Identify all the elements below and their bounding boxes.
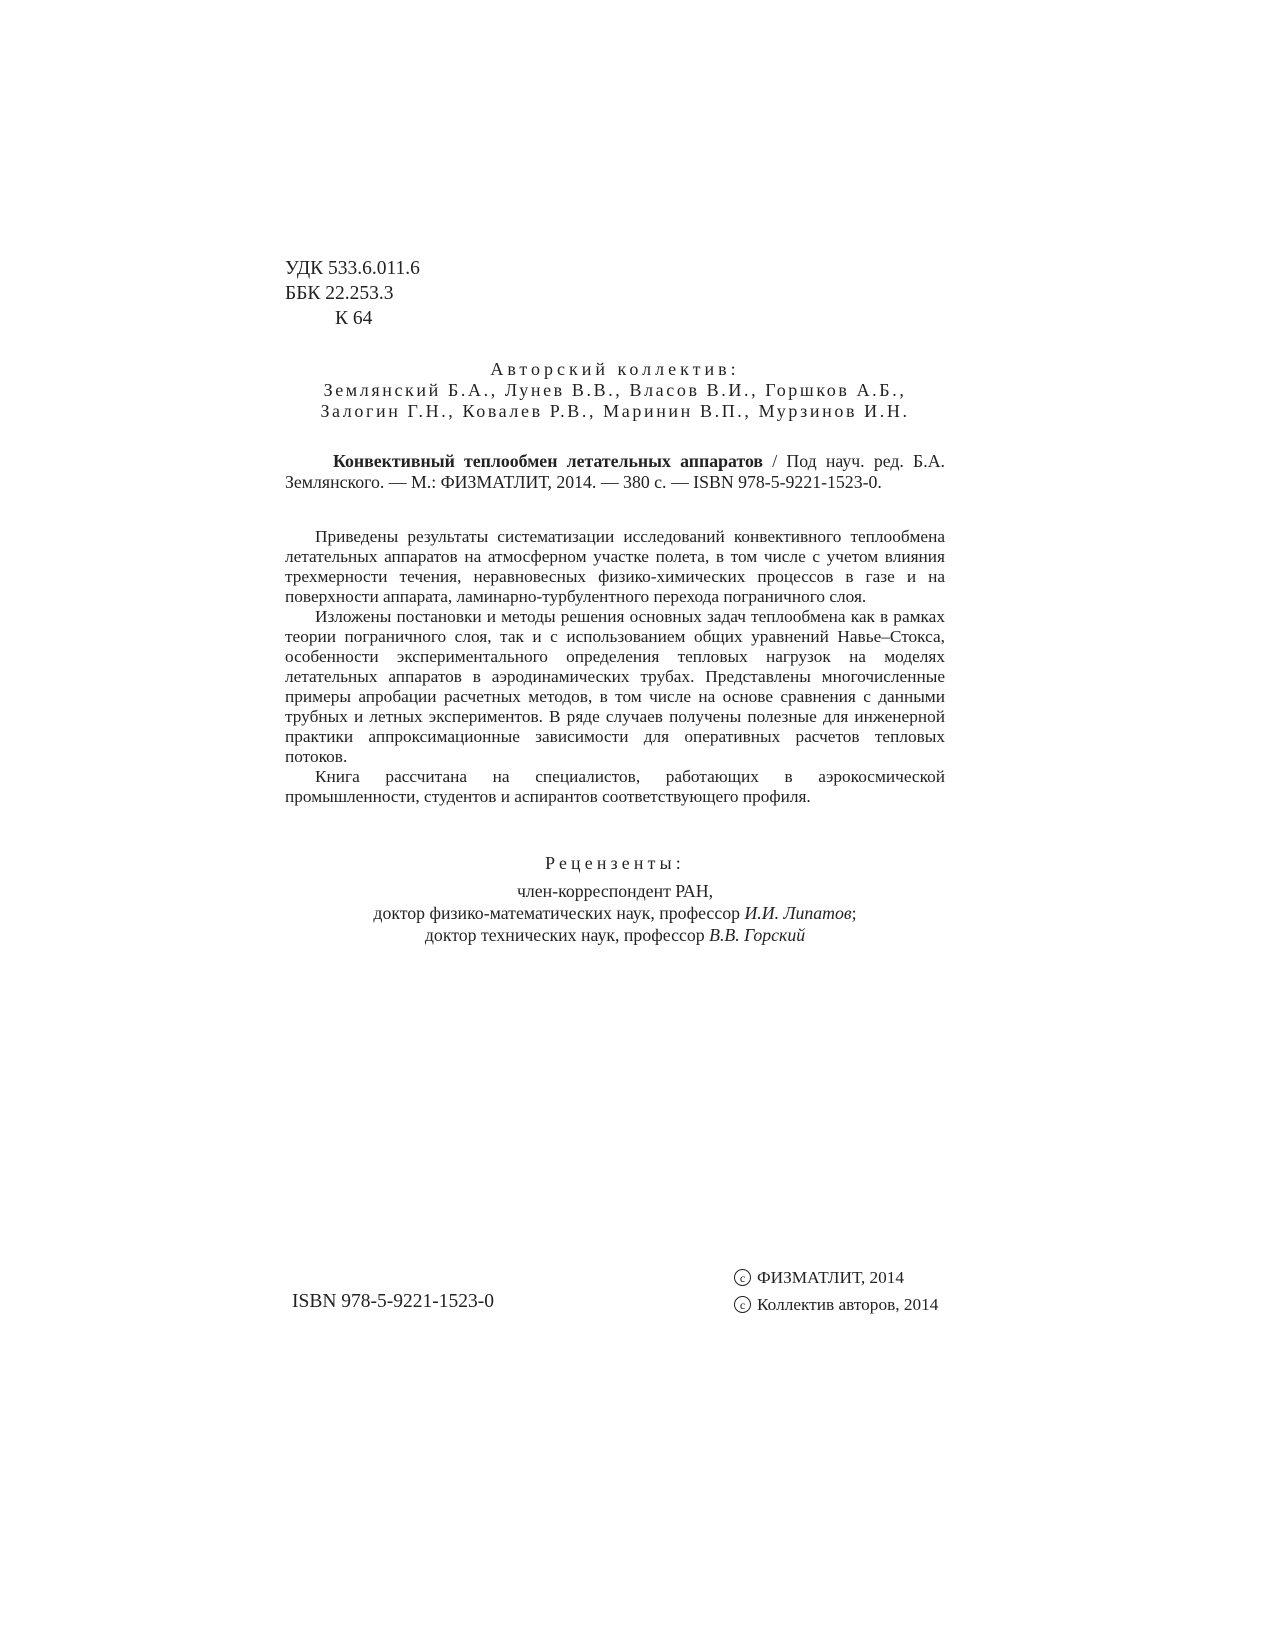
copyright-authors-text: Коллектив авторов, 2014 bbox=[757, 1295, 939, 1314]
authors-line-1: Землянский Б.А., Лунев В.В., Власов В.И., Горшков А.Б., bbox=[323, 380, 907, 400]
citation-details: / Под науч. ред. Б.А. Землянского. — М.: ФИЗМАТЛИТ, 2014. — 380 с. — ISBN 978-5-9221-1523-0. bbox=[285, 451, 945, 492]
reviewer-2-name: В.В. Горский bbox=[709, 925, 806, 945]
udk-code: УДК 533.6.011.6 bbox=[285, 258, 420, 279]
bibliographic-citation bbox=[285, 451, 945, 493]
annotation-paragraph-1: Приведены результаты систематизации исследований конвективного теплообмена летательных аппаратов на атмосферном участке полета, в том числе с учетом влияния трехмерности течения, неравновесных физико-химических процессов в газе и на поверхности аппарата, ламинарно-турбулентного перехода пограничного слоя. bbox=[285, 527, 945, 606]
annotation bbox=[285, 527, 945, 807]
reviewer-1-name: И.И. Липатов bbox=[744, 903, 852, 923]
authors-heading: Авторский коллектив: bbox=[490, 359, 740, 379]
copyright-icon: c bbox=[734, 1296, 751, 1313]
reviewers-block bbox=[285, 851, 945, 946]
reviewer-2 bbox=[285, 924, 945, 946]
classification-codes bbox=[285, 256, 420, 331]
annotation-paragraph-2: Изложены постановки и методы решения основных задач теплообмена как в рамках теории пограничного слоя, так и с использованием общих уравнений Навье–Стокса, особенности экспериментального определения тепловых нагрузок на моделях летательных аппаратов в аэродинамических трубах. Представлены многочисленные примеры апробации расчетных методов, в том числе на основе сравнения с данными трубных и летных экспериментов. В ряде случаев получены полезные для инженерной практики аппроксимационные зависимости для оперативных расчетов тепловых потоков. bbox=[285, 607, 945, 766]
reviewer-1-separator: ; bbox=[851, 903, 857, 923]
reviewer-1-degree: доктор физико-математических наук, профессор bbox=[373, 903, 745, 923]
copyright-authors bbox=[734, 1291, 938, 1318]
bbk-code: ББК 22.253.3 bbox=[285, 283, 394, 304]
copyright-publisher-text: ФИЗМАТЛИТ, 2014 bbox=[757, 1268, 905, 1287]
reviewers-heading: Рецензенты: bbox=[545, 853, 685, 873]
authors-block bbox=[285, 359, 945, 422]
reviewer-1-title: член-корреспондент РАН, bbox=[516, 881, 714, 901]
copyright-block bbox=[734, 1264, 938, 1318]
book-title: Конвективный теплообмен летательных аппаратов bbox=[333, 451, 764, 471]
author-mark: К 64 bbox=[335, 308, 373, 329]
isbn: ISBN 978-5-9221-1523-0 bbox=[292, 1291, 495, 1312]
reviewer-1 bbox=[285, 902, 945, 924]
reviewer-2-degree: доктор технических наук, профессор bbox=[424, 925, 710, 945]
copyright-icon: c bbox=[734, 1269, 751, 1286]
authors-line-2: Залогин Г.Н., Ковалев Р.В., Маринин В.П., Мурзинов И.Н. bbox=[320, 401, 910, 421]
copyright-publisher bbox=[734, 1264, 938, 1291]
annotation-paragraph-3: Книга рассчитана на специалистов, работающих в аэрокосмической промышленности, студентов и аспирантов соответствующего профиля. bbox=[285, 767, 945, 806]
